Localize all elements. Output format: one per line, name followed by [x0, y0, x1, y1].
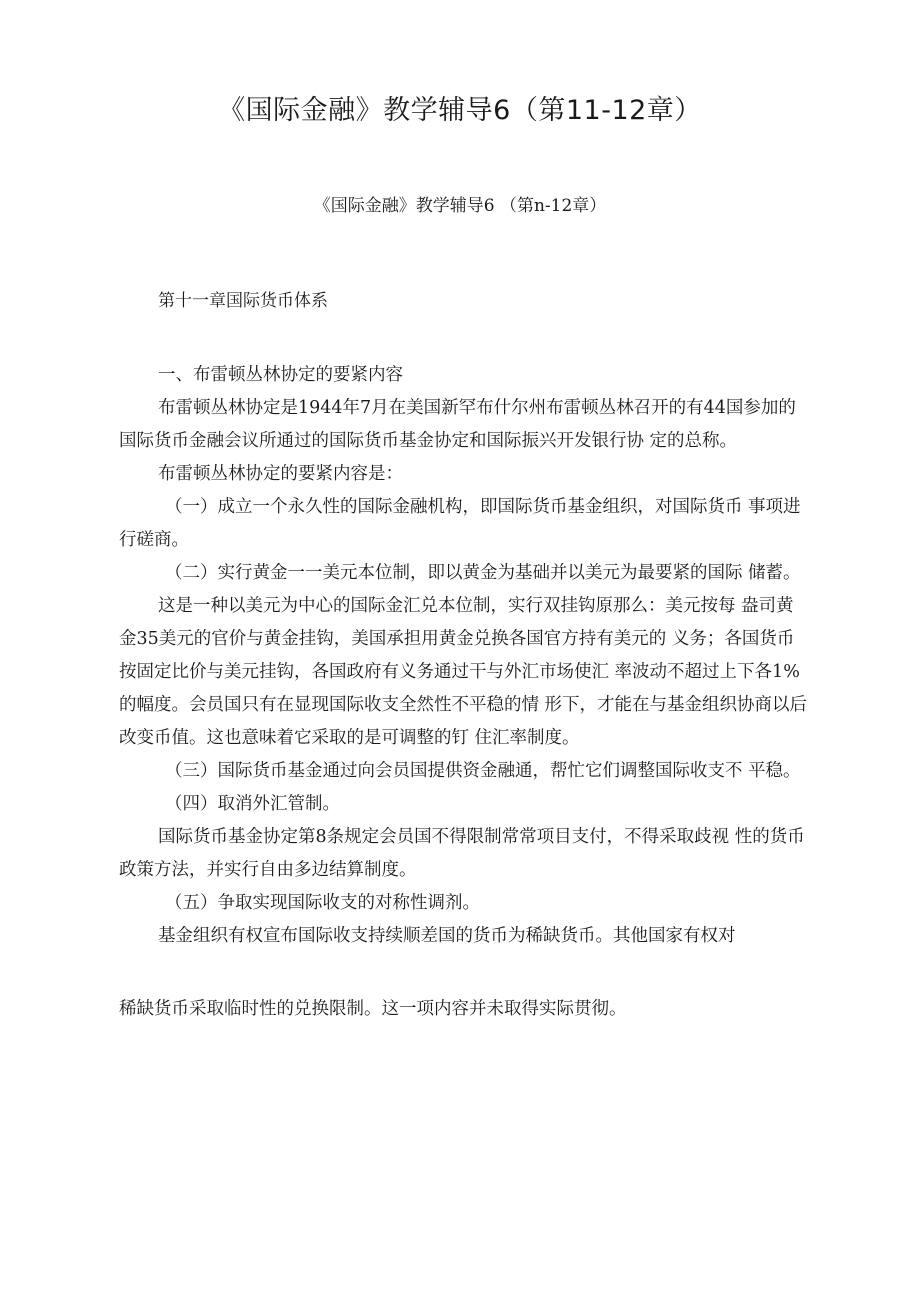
- paragraph-item-5: （五）争取实现国际收支的对称性调剂。: [165, 893, 480, 913]
- paragraph-gold-exchange-standard: 这是一种以美元为中心的国际金汇兑本位制，实行双挂钩原那么：美元按每 盎司黄金35美元的官价与黄金挂钩，美国承担用黄金兑换各国官方持有美元的 义务；各国货币按固定比价与美元挂钩，各国政府有义务通过干与外汇市场使汇 率波动不超过上下各1%的幅度。会员国只有在显现国际收支全然性不平稳的情 形下，才能在与基金组织协商以后改变币值。这也意味着它采取的是可调整的钉 住汇率制度。: [119, 596, 808, 748]
- paragraph-item-2: （二）实行黄金一一美元本位制，即以黄金为基础并以美元为最要紧的国际 储蓄。: [165, 563, 801, 583]
- paragraph-scarce-currency: 基金组织有权宣布国际收支持续顺差国的货币为稀缺货币。其他国家有权对: [158, 926, 736, 946]
- paragraph-scarce-currency-continued: 稀缺货币采取临时性的兑换限制。这一项内容并未取得实际贯彻。: [119, 999, 627, 1019]
- paragraph-article-8: 国际货币基金协定第8条规定会员国不得限制常常项目支付，不得采取歧视 性的货币政策方法，并实行自由多边结算制度。: [119, 827, 805, 880]
- paragraph-main-content-intro: 布雷顿丛林协定的要紧内容是：: [158, 464, 403, 484]
- paragraph-item-1: （一）成立一个永久性的国际金融机构，即国际货币基金组织，对国际货币 事项进行磋商。: [119, 497, 801, 550]
- main-title: 《国际金融》教学辅导6（第11-12章）: [218, 95, 702, 126]
- paragraph-item-4: （四）取消外汇管制。: [165, 794, 340, 814]
- paragraph-agreement-definition: 布雷顿丛林协定是1944年7月在美国新罕布什尔州布雷顿丛林召开的有44国参加的国际货币金融会议所通过的国际货币基金协定和国际振兴开发银行协 定的总称。: [119, 398, 796, 451]
- section-heading: 一、布雷顿丛林协定的要紧内容: [158, 365, 403, 385]
- sub-title: 《国际金融》教学辅导6 （第n-12章）: [313, 196, 607, 216]
- paragraph-item-3: （三）国际货币基金通过向会员国提供资金融通，帮忙它们调整国际收支不 平稳。: [165, 761, 801, 781]
- document-body: [119, 359, 809, 1026]
- chapter-title: 第十一章国际货币体系: [158, 291, 328, 311]
